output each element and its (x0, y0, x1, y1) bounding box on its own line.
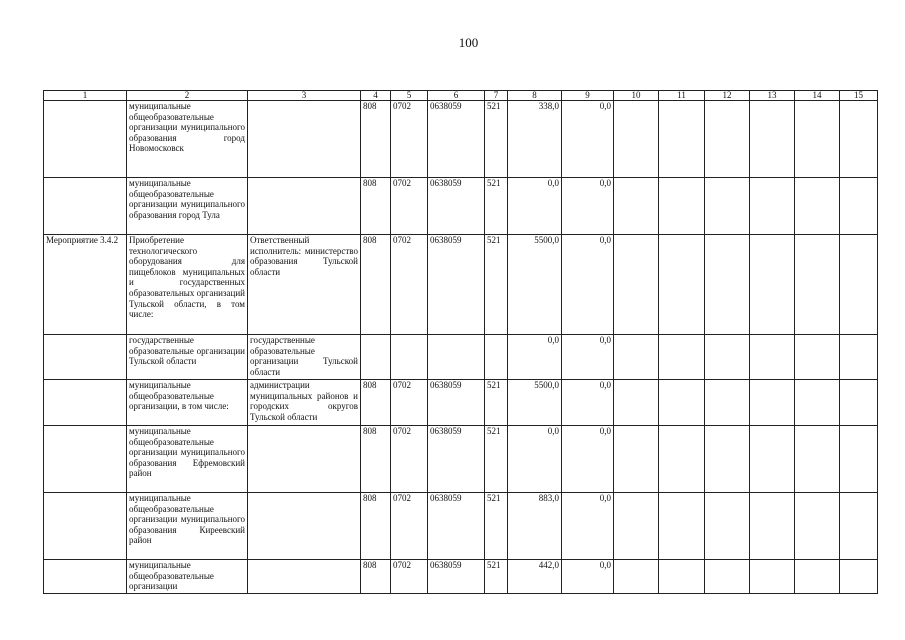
empty-cell (750, 178, 795, 235)
empty-cell (840, 235, 878, 335)
empty-cell (705, 426, 750, 493)
table-row (44, 380, 878, 426)
empty-cell (840, 101, 878, 178)
amount-cell: 0,0 (508, 335, 562, 380)
empty-cell (840, 178, 878, 235)
executor-cell: Ответственный исполнитель: министерство образования Тульской области (248, 235, 361, 335)
code-section-cell: 0702 (391, 560, 428, 594)
empty-cell (795, 335, 840, 380)
amount-cell: 883,0 (508, 493, 562, 560)
empty-cell (795, 380, 840, 426)
column-header: 13 (750, 91, 795, 101)
code-section-cell: 0702 (391, 178, 428, 235)
code-target-cell: 0638059 (428, 426, 485, 493)
code-section-cell (391, 335, 428, 380)
table-row (44, 560, 878, 594)
empty-cell (750, 335, 795, 380)
event-cell (44, 335, 127, 380)
amount-cell: 0,0 (562, 235, 614, 335)
column-header: 14 (795, 91, 840, 101)
column-header: 4 (361, 91, 391, 101)
code-type-cell: 521 (485, 101, 508, 178)
name-cell: муниципальные общеобразовательные организации, в том числе: (127, 380, 248, 426)
empty-cell (659, 380, 705, 426)
column-header: 9 (562, 91, 614, 101)
code-section-cell: 0702 (391, 380, 428, 426)
column-header: 12 (705, 91, 750, 101)
empty-cell (750, 235, 795, 335)
event-cell (44, 426, 127, 493)
empty-cell (795, 560, 840, 594)
column-header: 6 (428, 91, 485, 101)
executor-cell (248, 426, 361, 493)
code-target-cell: 0638059 (428, 178, 485, 235)
code-type-cell (485, 335, 508, 380)
executor-cell (248, 178, 361, 235)
code-target-cell: 0638059 (428, 493, 485, 560)
amount-cell: 0,0 (562, 426, 614, 493)
code-target-cell: 0638059 (428, 101, 485, 178)
empty-cell (840, 560, 878, 594)
event-cell (44, 178, 127, 235)
empty-cell (750, 493, 795, 560)
empty-cell (614, 493, 659, 560)
empty-cell (705, 560, 750, 594)
code-type-cell: 521 (485, 178, 508, 235)
empty-cell (750, 426, 795, 493)
event-cell (44, 101, 127, 178)
empty-cell (795, 493, 840, 560)
empty-cell (750, 560, 795, 594)
amount-cell: 0,0 (562, 380, 614, 426)
code-type-cell: 521 (485, 235, 508, 335)
column-header: 11 (659, 91, 705, 101)
empty-cell (614, 335, 659, 380)
program-table (43, 90, 878, 594)
name-cell: муниципальные общеобразовательные организации муниципального образования город Тула (127, 178, 248, 235)
column-header: 5 (391, 91, 428, 101)
code-grbs-cell: 808 (361, 178, 391, 235)
amount-cell: 0,0 (562, 178, 614, 235)
empty-cell (705, 101, 750, 178)
column-header: 1 (44, 91, 127, 101)
empty-cell (795, 426, 840, 493)
amount-cell: 442,0 (508, 560, 562, 594)
empty-cell (659, 178, 705, 235)
executor-cell: администрации муниципальных районов и городских округов Тульской области (248, 380, 361, 426)
table-row (44, 335, 878, 380)
name-cell: муниципальные общеобразовательные организации (127, 560, 248, 594)
amount-cell: 0,0 (562, 101, 614, 178)
empty-cell (795, 178, 840, 235)
code-type-cell: 521 (485, 380, 508, 426)
empty-cell (795, 101, 840, 178)
column-header: 8 (508, 91, 562, 101)
table-row (44, 493, 878, 560)
event-cell (44, 380, 127, 426)
amount-cell: 0,0 (562, 335, 614, 380)
code-grbs-cell: 808 (361, 235, 391, 335)
executor-cell (248, 560, 361, 594)
event-cell: Мероприятие 3.4.2 (44, 235, 127, 335)
name-cell: государственные образовательные организации Тульской области (127, 335, 248, 380)
column-header: 2 (127, 91, 248, 101)
code-type-cell: 521 (485, 560, 508, 594)
code-grbs-cell: 808 (361, 380, 391, 426)
name-cell: муниципальные общеобразовательные организации муниципального образования город Новомосковск (127, 101, 248, 178)
name-cell: муниципальные общеобразовательные организации муниципального образования Ефремовский район (127, 426, 248, 493)
table-row (44, 178, 878, 235)
code-grbs-cell: 808 (361, 560, 391, 594)
empty-cell (705, 235, 750, 335)
executor-cell (248, 101, 361, 178)
page-number: 100 (458, 35, 479, 50)
amount-cell: 0,0 (562, 493, 614, 560)
code-grbs-cell: 808 (361, 493, 391, 560)
empty-cell (659, 101, 705, 178)
column-header: 15 (840, 91, 878, 101)
empty-cell (705, 178, 750, 235)
amount-cell: 5500,0 (508, 380, 562, 426)
column-header: 10 (614, 91, 659, 101)
empty-cell (659, 335, 705, 380)
table-row (44, 101, 878, 178)
code-target-cell: 0638059 (428, 235, 485, 335)
name-cell: Приобретение технологического оборудования для пищеблоков муниципальных и государственных образовательных организаций Тульской области, в том числе: (127, 235, 248, 335)
code-section-cell: 0702 (391, 235, 428, 335)
empty-cell (840, 335, 878, 380)
code-type-cell: 521 (485, 426, 508, 493)
empty-cell (705, 335, 750, 380)
code-target-cell: 0638059 (428, 560, 485, 594)
code-target-cell (428, 335, 485, 380)
amount-cell: 0,0 (562, 560, 614, 594)
amount-cell: 338,0 (508, 101, 562, 178)
code-section-cell: 0702 (391, 101, 428, 178)
empty-cell (705, 493, 750, 560)
empty-cell (659, 235, 705, 335)
name-cell: муниципальные общеобразовательные организации муниципального образования Киреевский район (127, 493, 248, 560)
executor-cell (248, 493, 361, 560)
empty-cell (750, 380, 795, 426)
empty-cell (614, 560, 659, 594)
code-type-cell: 521 (485, 493, 508, 560)
empty-cell (614, 178, 659, 235)
empty-cell (840, 426, 878, 493)
code-grbs-cell (361, 335, 391, 380)
executor-cell: государственные образовательные организации Тульской области (248, 335, 361, 380)
code-grbs-cell: 808 (361, 426, 391, 493)
empty-cell (840, 493, 878, 560)
table-row (44, 235, 878, 335)
amount-cell: 0,0 (508, 178, 562, 235)
code-grbs-cell: 808 (361, 101, 391, 178)
empty-cell (614, 235, 659, 335)
amount-cell: 0,0 (508, 426, 562, 493)
empty-cell (750, 101, 795, 178)
column-header: 7 (485, 91, 508, 101)
empty-cell (614, 380, 659, 426)
column-header: 3 (248, 91, 361, 101)
event-cell (44, 493, 127, 560)
empty-cell (659, 560, 705, 594)
column-number-row (44, 91, 878, 101)
event-cell (44, 560, 127, 594)
code-section-cell: 0702 (391, 426, 428, 493)
empty-cell (659, 493, 705, 560)
empty-cell (659, 426, 705, 493)
code-target-cell: 0638059 (428, 380, 485, 426)
table-row (44, 426, 878, 493)
amount-cell: 5500,0 (508, 235, 562, 335)
code-section-cell: 0702 (391, 493, 428, 560)
empty-cell (614, 101, 659, 178)
empty-cell (795, 235, 840, 335)
empty-cell (705, 380, 750, 426)
empty-cell (840, 380, 878, 426)
empty-cell (614, 426, 659, 493)
